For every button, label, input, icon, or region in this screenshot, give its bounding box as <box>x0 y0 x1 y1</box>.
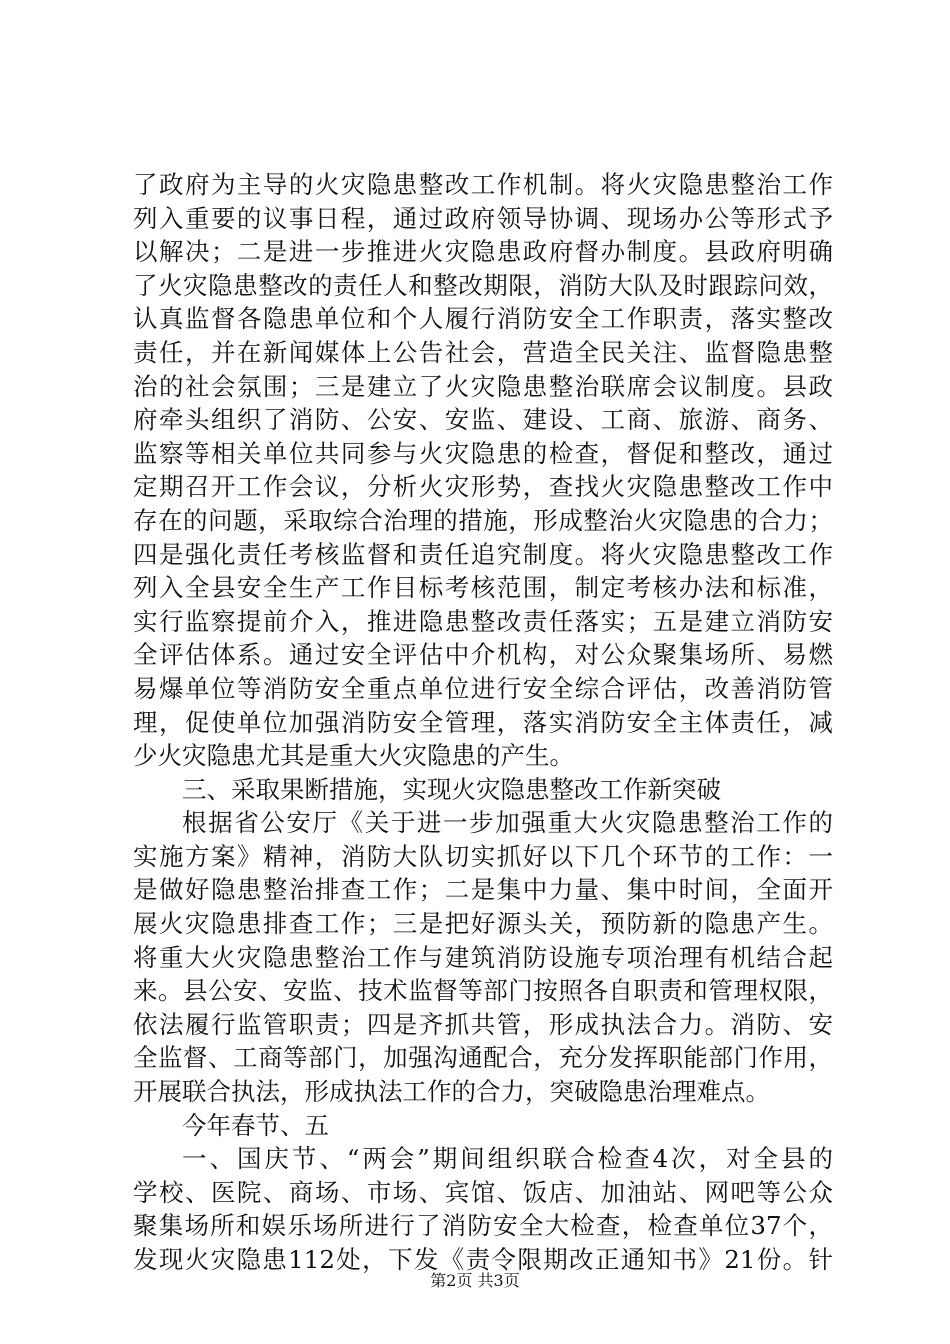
text-line: 府牵头组织了消防、公安、安监、建设、工商、旅游、商务、 <box>133 405 833 435</box>
text-line: 易爆单位等消防安全重点单位进行安全综合评估，改善消防管 <box>133 673 833 703</box>
text-line: 定期召开工作会议，分析火灾形势，查找火灾隐患整改工作中 <box>133 472 833 502</box>
text-line: 开展联合执法，形成执法工作的合力，突破隐患治理难点。 <box>133 1077 770 1107</box>
text-line: 全监督、工商等部门，加强沟通配合，充分发挥职能部门作用， <box>133 1043 833 1073</box>
text-line: 存在的问题，采取综合治理的措施，形成整治火灾隐患的合力； <box>133 505 833 535</box>
text-line: 是做好隐患整治排查工作；二是集中力量、集中时间，全面开 <box>133 875 833 905</box>
text-line: 根据省公安厅《关于进一步加强重大火灾隐患整治工作的 <box>182 808 833 838</box>
text-line: 聚集场所和娱乐场所进行了消防安全大检查，检查单位37个， <box>133 1211 833 1241</box>
page-footer: 第2页 共3页 <box>430 1271 520 1290</box>
text-line: 学校、医院、商场、市场、宾馆、饭店、加油站、网吧等公众 <box>133 1177 833 1207</box>
text-line: 今年春节、五 <box>182 1110 329 1140</box>
text-line: 了政府为主导的火灾隐患整改工作机制。将火灾隐患整治工作 <box>133 170 833 199</box>
body-text <box>133 168 833 1277</box>
text-line: 认真监督各隐患单位和个人履行消防安全工作职责，落实整改 <box>133 304 833 334</box>
text-line: 四是强化责任考核监督和责任追究制度。将火灾隐患整改工作 <box>133 539 833 569</box>
text-line: 实行监察提前介入，推进隐患整改责任落实；五是建立消防安 <box>133 606 833 636</box>
text-line: 来。县公安、安监、技术监督等部门按照各自职责和管理权限， <box>133 976 833 1006</box>
text-line: 将重大火灾隐患整治工作与建筑消防设施专项治理有机结合起 <box>133 942 833 972</box>
text-line: 全评估体系。通过安全评估中介机构，对公众聚集场所、易燃 <box>133 640 833 670</box>
text-line: 以解决；二是进一步推进火灾隐患政府督办制度。县政府明确 <box>133 237 833 267</box>
text-line: 理，促使单位加强消防安全管理，落实消防安全主体责任，减 <box>133 707 833 737</box>
text-line: 三、采取果断措施，实现火灾隐患整改工作新突破 <box>182 774 721 804</box>
text-line: 监察等相关单位共同参与火灾隐患的检查，督促和整改，通过 <box>133 438 833 468</box>
text-line: 责任，并在新闻媒体上公告社会，营造全民关注、监督隐患整 <box>133 337 833 367</box>
text-line: 实施方案》精神，消防大队切实抓好以下几个环节的工作：一 <box>133 841 833 871</box>
text-line: 一、国庆节、“两会”期间组织联合检查4次，对全县的 <box>182 1144 833 1174</box>
text-line: 列入重要的议事日程，通过政府领导协调、现场办公等形式予 <box>133 203 833 233</box>
text-line: 列入全县安全生产工作目标考核范围，制定考核办法和标准， <box>133 573 833 603</box>
text-line: 了火灾隐患整改的责任人和整改期限，消防大队及时跟踪问效， <box>133 270 833 300</box>
text-line: 展火灾隐患排查工作；三是把好源头关，预防新的隐患产生。 <box>133 909 833 939</box>
text-line: 发现火灾隐患112处，下发《责令限期改正通知书》21份。针 <box>133 1245 833 1274</box>
text-line: 少火灾隐患尤其是重大火灾隐患的产生。 <box>133 741 574 771</box>
text-line: 依法履行监管职责；四是齐抓共管，形成执法合力。消防、安 <box>133 1009 833 1039</box>
text-line: 治的社会氛围；三是建立了火灾隐患整治联席会议制度。县政 <box>133 371 833 401</box>
